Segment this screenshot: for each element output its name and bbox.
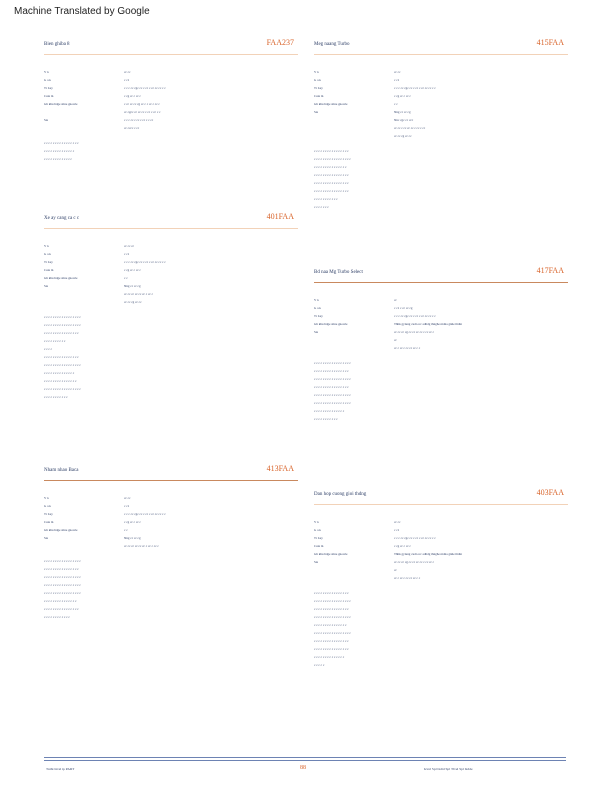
description-line: c c c c c c c c c c c c c c c c xyxy=(314,647,349,651)
spec-row xyxy=(314,77,568,85)
description-line: c c c c c c c c c c c c c c c c xyxy=(314,369,349,373)
spec-value: cc cc xyxy=(394,520,401,524)
spec-row xyxy=(44,299,298,307)
spec-row xyxy=(44,535,298,543)
spec-row xyxy=(314,313,568,321)
entry-title: Bd naa Mg Turbo Select xyxy=(314,270,363,275)
spec-label: V n xyxy=(44,244,49,248)
spec-label: Tr Luy xyxy=(314,536,323,540)
spec-table xyxy=(314,297,568,353)
description-line: c c c c c c c c c c c c c c c c xyxy=(314,189,349,193)
description-line: c c c c c c c c c c c c c c c c xyxy=(44,567,79,571)
spec-row xyxy=(44,267,298,275)
spec-row xyxy=(44,511,298,519)
description-line: c c c c c c c c c c c c c c xyxy=(44,371,75,375)
footer-right-text: Izvel Spl Izdtd Spl Tlvel Spl Izdde xyxy=(424,767,473,771)
spec-label: Tr Luy xyxy=(44,260,53,264)
spec-row xyxy=(44,77,298,85)
machine-translation-banner: Machine Translated by Google xyxy=(14,6,150,17)
spec-row xyxy=(314,567,568,575)
spec-value: cc cgcc cc cc cc c cc c cc c c xyxy=(124,110,161,114)
spec-value: cc cc cc xyxy=(124,244,135,248)
spec-row xyxy=(44,291,298,299)
description-line: c c c c c c c c c c c c c c c c c xyxy=(44,323,81,327)
entry-code: FAA237 xyxy=(266,38,294,47)
description-line: c c c c c c c c c c c c c c c c xyxy=(314,385,349,389)
spec-label: V n xyxy=(44,496,49,500)
spec-label: G a k xyxy=(44,252,51,256)
spec-label: Sia xyxy=(314,560,319,564)
entry-title: Meg naang Turbo xyxy=(314,42,350,47)
spec-label: V n xyxy=(314,298,319,302)
spec-value: cc xyxy=(394,568,397,572)
spec-value: cc c cc c cc cc cc c c xyxy=(394,346,421,350)
spec-value: Nng cc cc cg xyxy=(124,536,141,540)
description-line: c c c c c c c c c c c c c c c c xyxy=(314,173,349,177)
description-line: c c c c c c c c c c c c c c c c c xyxy=(314,377,351,381)
entry-header xyxy=(314,266,568,283)
spec-value: cc cc xyxy=(394,70,401,74)
spec-row xyxy=(314,559,568,567)
description-line: c c c c c c c c c c c c c c xyxy=(314,655,345,659)
catalog-entry xyxy=(44,212,298,401)
spec-value: c c c cc cgc cc c cc c cc cc cc c c xyxy=(394,314,436,318)
footer-left-text: Tuthi Izvel ip PART xyxy=(46,767,75,771)
spec-label: Tr Luy xyxy=(314,314,323,318)
catalog-entry xyxy=(314,488,568,669)
spec-row xyxy=(314,535,568,543)
spec-label: Tr Luy xyxy=(44,86,53,90)
spec-value: c c1 xyxy=(124,504,130,508)
spec-row xyxy=(314,329,568,337)
description-line: c c c c c c c c c c c c c c c c c xyxy=(44,583,81,587)
entry-header xyxy=(314,488,568,505)
spec-label: V n xyxy=(314,70,319,74)
entry-code: 413FAA xyxy=(266,464,294,473)
spec-row xyxy=(314,297,568,305)
entry-title: Nham nhao Baca xyxy=(44,468,79,473)
spec-row xyxy=(44,527,298,535)
spec-label: Sia xyxy=(314,330,319,334)
spec-value: cc cc cc cc cc cc c cc c xyxy=(124,292,154,296)
entry-description xyxy=(314,147,568,211)
spec-label: Cuia m xyxy=(314,544,324,548)
spec-value: cc cc c cc cc cc c cc c cc xyxy=(394,126,426,130)
spec-table xyxy=(44,69,298,133)
spec-value: Nng cc cc cg xyxy=(394,110,411,114)
spec-row xyxy=(44,85,298,93)
description-line: c c c c c c c c c c c c c c c c c xyxy=(44,387,81,391)
spec-label: Gh khu hdge stine gnowle xyxy=(314,322,348,326)
catalog-entry xyxy=(44,464,298,621)
description-line: c c c c c c c c c c c c c c c c c xyxy=(314,599,351,603)
spec-row xyxy=(314,527,568,535)
spec-table xyxy=(314,69,568,141)
spec-row xyxy=(314,117,568,125)
spec-row xyxy=(314,85,568,93)
description-line: c c c c c c c c c c c c c c xyxy=(44,149,75,153)
footer-rule xyxy=(44,757,566,758)
description-line: c c c c c c c c c c c c c c c c xyxy=(314,591,349,595)
spec-label: Gh khu hdge stine gnowle xyxy=(44,102,78,106)
spec-row xyxy=(314,321,568,329)
spec-row xyxy=(314,109,568,117)
spec-label: V n xyxy=(314,520,319,524)
spec-row xyxy=(44,101,298,109)
spec-label: Tr Luy xyxy=(314,86,323,90)
spec-table xyxy=(314,519,568,583)
description-line: c c c c c c c c c c c c c c c c c xyxy=(44,315,81,319)
entry-description xyxy=(44,139,298,163)
spec-value: c cg cc c cc c xyxy=(124,94,141,98)
spec-value: c c c cc cgc cc c cc c cc cc cc c c xyxy=(394,536,436,540)
spec-label: Sia xyxy=(314,110,319,114)
spec-value: cc cc cg cc cc xyxy=(394,134,412,138)
description-line: c c c c c c c c c c c c c c c c c xyxy=(314,361,351,365)
description-line: c c c c c c c c c c c c c c c c xyxy=(44,607,79,611)
spec-row xyxy=(44,69,298,77)
spec-value: c c xyxy=(124,528,128,532)
entry-header xyxy=(314,38,568,55)
description-line: c c c c c c c c c c c c c c c xyxy=(44,599,77,603)
description-line: c c c c c c c c c c c c c c c c c xyxy=(314,615,351,619)
spec-value: cc c cc c cc cc cc c c xyxy=(394,576,421,580)
description-line: c c c c c c c c c c c c c xyxy=(44,157,72,161)
description-line: c c c c c c c c c c c xyxy=(314,417,338,421)
spec-row xyxy=(44,503,298,511)
catalog-entry xyxy=(44,38,298,163)
description-line: c c c c c c c c c c c c c c c c c xyxy=(314,401,351,405)
catalog-entry xyxy=(314,266,568,423)
spec-value: c c c cc c cc c cc c c cc xyxy=(124,118,154,122)
entry-code: 401FAA xyxy=(266,212,294,221)
spec-row xyxy=(44,93,298,101)
spec-row xyxy=(314,575,568,583)
spec-label: Cuia m xyxy=(314,94,324,98)
description-line: c c c c c c c c c c c c c c c c xyxy=(44,141,79,145)
spec-value: c c1 xyxy=(394,78,400,82)
spec-label: G a k xyxy=(314,306,321,310)
description-line: c c c c c c c c c c c c c c c xyxy=(314,165,347,169)
entry-code: 417FAA xyxy=(536,266,564,275)
spec-row xyxy=(44,543,298,551)
catalog-entry xyxy=(314,38,568,211)
entry-header xyxy=(44,38,298,55)
spec-value: c cg cc c cc c xyxy=(394,544,411,548)
spec-value: Nnc cgc cc ccc xyxy=(394,118,414,122)
spec-label: G a k xyxy=(44,78,51,82)
description-line: c c c c c c c c c c c c c c c c c xyxy=(314,157,351,161)
description-line: c c c c c c c c c c c c c c c c c xyxy=(44,575,81,579)
spec-label: Cuia m xyxy=(44,268,54,272)
spec-label: Tr Luy xyxy=(44,512,53,516)
description-line: c c c c c c c c c c c c c c c xyxy=(44,379,77,383)
description-line: c c c c c c c c c c c xyxy=(314,197,338,201)
spec-value: Thhk gytung cudi ecc adhdg ihnghe nidna gnhe ihdin xyxy=(394,552,462,556)
spec-row xyxy=(44,495,298,503)
spec-value: cc xyxy=(394,298,397,302)
spec-label: G a k xyxy=(314,78,321,82)
spec-value: cc cccc c cc xyxy=(124,126,140,130)
spec-row xyxy=(314,519,568,527)
entry-header xyxy=(44,212,298,229)
spec-value: c cg cc c cc c xyxy=(124,520,141,524)
spec-value: c c c cc cgc cc c cc c cc cc cc c c xyxy=(124,86,166,90)
spec-row xyxy=(314,133,568,141)
spec-value: c cg cc c cc c xyxy=(394,94,411,98)
page-number: 88 xyxy=(300,765,306,771)
entry-description xyxy=(314,589,568,669)
spec-row xyxy=(314,101,568,109)
spec-value: Thhk gytung cudi ecc adhdg ihnghe nidna gnhe ihdin xyxy=(394,322,462,326)
spec-value: cc cc cg cc cc xyxy=(124,300,142,304)
spec-value: cc cc cc cg cc cc cc cc c cc cc c xyxy=(394,330,435,334)
spec-label: Gh khu hdge stine gnowle xyxy=(44,528,78,532)
entry-description xyxy=(314,359,568,423)
description-line: c c c c c c c c c c c c c c c c c xyxy=(314,631,351,635)
spec-row xyxy=(44,125,298,133)
spec-value: cc cc xyxy=(124,70,131,74)
spec-row xyxy=(44,283,298,291)
spec-value: c c c cc cgc cc c cc c cc cc cc c c xyxy=(394,86,436,90)
spec-value: cc cc xyxy=(124,496,131,500)
description-line: c c c c c c c c c c c c c c c c c xyxy=(314,393,351,397)
entry-description xyxy=(44,557,298,621)
entry-description xyxy=(44,313,298,401)
entry-title: Xe ay cang ca c c xyxy=(44,216,80,221)
spec-row xyxy=(314,305,568,313)
spec-label: Cuia m xyxy=(44,94,54,98)
spec-row xyxy=(44,117,298,125)
entry-header xyxy=(44,464,298,481)
spec-row xyxy=(44,259,298,267)
entry-code: 415FAA xyxy=(536,38,564,47)
spec-row xyxy=(44,109,298,117)
spec-value: cc xyxy=(394,338,397,342)
spec-row xyxy=(314,337,568,345)
spec-row xyxy=(314,93,568,101)
spec-value: c c1 c cc cc cg xyxy=(394,306,413,310)
spec-value: c c1 xyxy=(124,78,130,82)
description-line: c c c c c c c xyxy=(314,205,329,209)
spec-row xyxy=(44,251,298,259)
spec-row xyxy=(44,243,298,251)
spec-value: c c c cc cgc cc c cc c cc cc cc c c xyxy=(124,260,166,264)
spec-value: c c xyxy=(394,102,398,106)
spec-label: Gh khu hdge stine gnowle xyxy=(44,276,78,280)
spec-label: Cuia m xyxy=(44,520,54,524)
description-line: c c c c c c c c c c xyxy=(44,339,66,343)
spec-value: c c1 xyxy=(124,252,130,256)
description-line: c c c c c c c c c c c c c c c xyxy=(314,623,347,627)
description-line: c c c c xyxy=(44,347,53,351)
spec-value: c c xyxy=(124,276,128,280)
description-line: c c c c c c c c c c c c c c c c xyxy=(314,639,349,643)
description-line: c c c c c xyxy=(314,663,325,667)
spec-value: c cc cc cc cg cc c c cc c cc c xyxy=(124,102,160,106)
spec-label: Gh khu hdge stine gnowle xyxy=(314,102,348,106)
spec-label: V n xyxy=(44,70,49,74)
spec-row xyxy=(314,69,568,77)
spec-row xyxy=(314,125,568,133)
description-line: c c c c c c c c c c c c c c c c xyxy=(44,331,79,335)
spec-value: cc cc cc cc cc cc c cc c cc c xyxy=(124,544,159,548)
spec-row xyxy=(314,345,568,353)
entry-code: 403FAA xyxy=(536,488,564,497)
description-line: c c c c c c c c c c c c c c c c xyxy=(314,181,349,185)
description-line: c c c c c c c c c c c xyxy=(44,395,68,399)
spec-row xyxy=(314,551,568,559)
description-line: c c c c c c c c c c c c c c c c xyxy=(44,355,79,359)
spec-label: Gh khu hdge stine gnowle xyxy=(314,552,348,556)
spec-value: c cg cc c cc c xyxy=(124,268,141,272)
spec-row xyxy=(314,543,568,551)
entry-title: Dan hop cuong gioi thdng xyxy=(314,492,367,497)
spec-table xyxy=(44,495,298,551)
description-line: c c c c c c c c c c c c c c c c c xyxy=(44,591,81,595)
description-line: c c c c c c c c c c c c c c c c xyxy=(314,149,349,153)
spec-value: c c c cc cgc cc c cc c cc cc cc c c xyxy=(124,512,166,516)
description-line: c c c c c c c c c c c c c c c c c xyxy=(44,363,81,367)
spec-value: Nng cc cc cg xyxy=(124,284,141,288)
spec-label: Sia xyxy=(44,284,49,288)
spec-label: G a k xyxy=(314,528,321,532)
description-line: c c c c c c c c c c c c c c c c c xyxy=(44,559,81,563)
spec-label: G a k xyxy=(44,504,51,508)
description-line: c c c c c c c c c c c c c c xyxy=(314,409,345,413)
description-line: c c c c c c c c c c c c c c c c xyxy=(314,607,349,611)
spec-table xyxy=(44,243,298,307)
spec-label: Sia xyxy=(44,118,49,122)
entry-title: Bien ghiba 8 xyxy=(44,42,70,47)
spec-row xyxy=(44,275,298,283)
footer-rule xyxy=(44,760,566,761)
spec-label: Sia xyxy=(44,536,49,540)
spec-row xyxy=(44,519,298,527)
spec-value: cc cc cc cg cc cc cc cc c cc cc c xyxy=(394,560,435,564)
spec-value: c c1 xyxy=(394,528,400,532)
description-line: c c c c c c c c c c c c xyxy=(44,615,70,619)
